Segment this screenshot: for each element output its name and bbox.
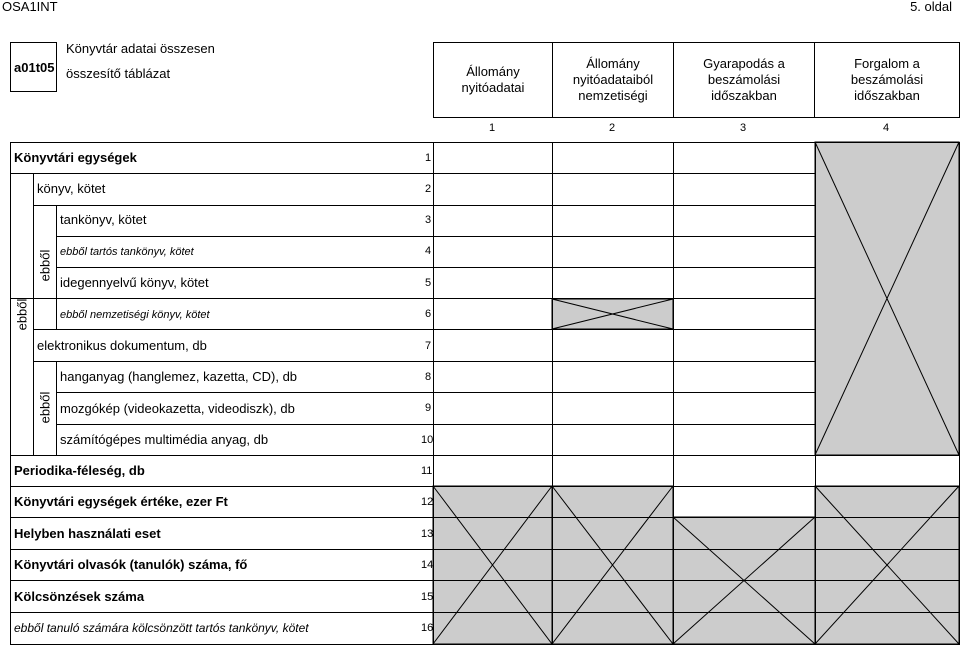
form-title-line1: Könyvtár adatai összesen [66, 41, 215, 56]
form-title-line2: összesítő táblázat [66, 66, 171, 81]
column-header-2-line2: nyitóadataiból [572, 72, 654, 87]
row-number-15: 15 [421, 591, 434, 603]
row-number-11: 11 [421, 465, 433, 477]
page-header-right: 5. oldal [910, 0, 952, 14]
row-number-10: 10 [421, 434, 434, 446]
row-number-8: 8 [425, 371, 432, 383]
row-number-5: 5 [425, 277, 432, 289]
column-header-3-line1: Gyarapodás a [703, 56, 785, 71]
row-label-9: mozgókép (videokazetta, videodiszk), db [60, 401, 295, 416]
column-header-1-line2: nyitóadatai [461, 80, 525, 95]
row-number-7: 7 [425, 340, 432, 352]
row-label-3: tankönyv, kötet [60, 212, 147, 227]
crossed-cell-col2-rows12-16 [552, 486, 673, 644]
row-number-16: 16 [421, 622, 434, 634]
row-label-8: hanganyag (hanglemez, kazetta, CD), db [60, 369, 298, 384]
row-label-7: elektronikus dokumentum, db [37, 338, 207, 353]
row-label-4: ebből tartós tankönyv, kötet [60, 246, 194, 258]
row-number-2: 2 [425, 183, 432, 195]
column-number-3: 3 [740, 122, 747, 134]
row-label-13: Helyben használati eset [14, 526, 161, 541]
row-label-10: számítógépes multimédia anyag, db [60, 432, 269, 447]
column-header-3-line2: beszámolási [707, 72, 781, 87]
page-header-left: OSA1INT [2, 0, 58, 14]
form-code: a01t05 [14, 60, 55, 75]
row-number-1: 1 [425, 152, 432, 164]
row-label-12: Könyvtári egységek értéke, ezer Ft [14, 494, 228, 509]
column-number-4: 4 [883, 122, 890, 134]
column-header-4-line1: Forgalom a [854, 56, 920, 71]
column-header-2-line1: Állomány [586, 56, 640, 71]
crossed-cell-col1-rows12-16 [433, 486, 552, 644]
column-header-4-line2: beszámolási [850, 72, 924, 87]
row-label-16: ebből tanuló számára kölcsönzött tartós tankönyv, kötet [14, 621, 309, 635]
column-header-4-line3: időszakban [854, 88, 920, 103]
column-header-2-line3: nemzetiségi [578, 88, 648, 103]
column-number-1: 1 [489, 122, 496, 134]
row-number-3: 3 [425, 214, 432, 226]
row-number-14: 14 [421, 559, 434, 571]
group-label-outer: ebből [14, 298, 30, 331]
row-label-6: ebből nemzetiségi könyv, kötet [60, 309, 210, 321]
row-number-6: 6 [425, 308, 432, 320]
row-number-4: 4 [425, 245, 432, 257]
group-label-inner-1: ebből [37, 249, 53, 282]
row-label-15: Kölcsönzések száma [14, 589, 145, 604]
row-number-12: 12 [421, 496, 434, 508]
row-label-11: Periodika-féleség, db [14, 463, 145, 478]
crossed-cell-col4-rows1-10 [815, 142, 959, 455]
column-header-1-line1: Állomány [466, 64, 520, 79]
row-label-14: Könyvtári olvasók (tanulók) száma, fő [14, 557, 248, 572]
crossed-cell-col2-row6 [552, 299, 673, 329]
row-label-2: könyv, kötet [37, 181, 106, 196]
row-number-9: 9 [425, 402, 432, 414]
row-number-13: 13 [421, 528, 434, 540]
column-number-2: 2 [609, 122, 616, 134]
crossed-cell-col4-rows12-16 [815, 486, 959, 644]
group-label-inner-2: ebből [37, 391, 53, 424]
column-header-3-line3: időszakban [711, 88, 777, 103]
row-label-5: idegennyelvű könyv, kötet [60, 275, 209, 290]
row-label-1: Könyvtári egységek [14, 150, 137, 165]
